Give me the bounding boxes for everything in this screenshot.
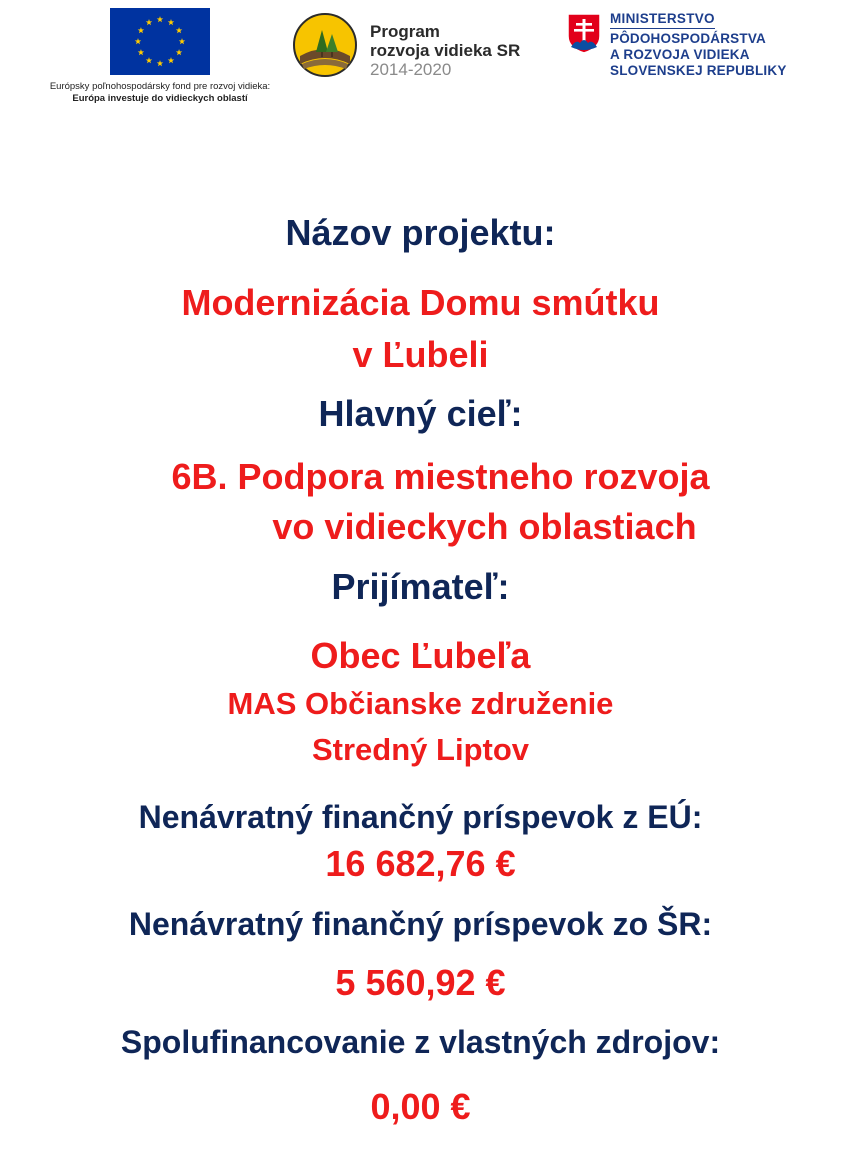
project-name-line2: v Ľubeli (352, 334, 489, 375)
goal-heading: Hlavný cieľ: (318, 393, 523, 434)
eu-flag-icon (110, 8, 210, 75)
recipient-org-line2: Stredný Liptov (311, 732, 529, 767)
recipient-org-line1: MAS Občianske združenie (227, 686, 614, 721)
program-years: 2014-2020 (370, 60, 452, 79)
project-heading: Názov projektu: (285, 212, 556, 253)
ministry-logo-text (610, 10, 787, 79)
program-line2: rozvoja vidieka SR (370, 41, 521, 60)
eu-logo-block (20, 8, 300, 105)
ministry-line3: A ROZVOJA VIDIEKA (610, 47, 750, 62)
ministry-line1: MINISTERSTVO (610, 11, 715, 29)
goal-line2: vo vidieckych oblastiach (272, 506, 697, 547)
project-name-line1: Modernizácia Domu smútku (181, 282, 660, 323)
ministry-logo-block (566, 10, 826, 85)
program-logo-block (292, 12, 552, 82)
eu-contribution-value: 16 682,76 € (325, 843, 516, 884)
own-funding-value: 0,00 € (370, 1086, 471, 1127)
slovak-coat-of-arms-icon (566, 12, 602, 54)
eu-caption-line1: Európsky poľnohospodársky fond pre rozvoj vidieka: (49, 81, 271, 92)
sr-contribution-heading: Nenávratný finančný príspevok zo ŠR: (128, 906, 713, 942)
ministry-line4: SLOVENSKEJ REPUBLIKY (610, 63, 787, 78)
program-logo-text (370, 22, 520, 79)
own-funding-heading: Spolufinancovanie z vlastných zdrojov: (120, 1024, 721, 1060)
program-emblem-icon (292, 12, 358, 78)
recipient-name: Obec Ľubeľa (310, 635, 531, 676)
program-line1: Program (370, 22, 440, 41)
eu-caption-line2: Európa investuje do vidieckych oblastí (72, 93, 248, 104)
sr-contribution-value: 5 560,92 € (335, 962, 506, 1003)
eu-contribution-heading: Nenávratný finančný príspevok z EÚ: (138, 799, 703, 835)
goal-line1: 6B. Podpora miestneho rozvoja (171, 456, 710, 497)
recipient-heading: Prijímateľ: (331, 566, 510, 607)
ministry-line2: PÔDOHOSPODÁRSTVA (610, 31, 766, 46)
